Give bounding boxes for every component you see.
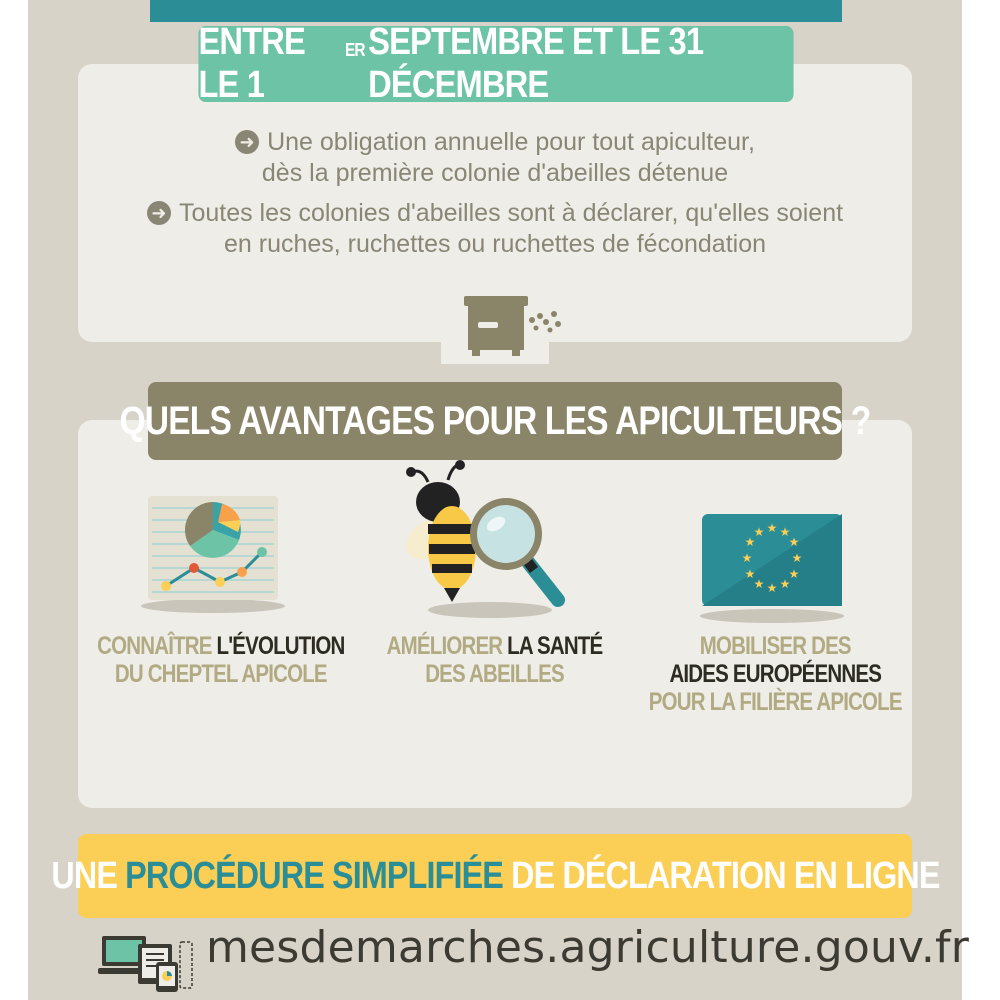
date-suffix: SEPTEMBRE ET LE 31 DÉCEMBRE xyxy=(368,21,704,106)
chart-icon xyxy=(138,494,288,614)
cap-2-part2: LA SANTÉ xyxy=(507,632,603,660)
bullet-2 xyxy=(90,198,900,260)
procedure-part3: DE DÉCLARATION EN LIGNE xyxy=(502,854,940,897)
date-prefix: ENTRE LE 1 xyxy=(198,21,305,106)
advantage-caption-3 xyxy=(620,632,930,716)
procedure-part2: PROCÉDURE SIMPLIFIÉE xyxy=(124,854,503,897)
advantage-caption-2 xyxy=(350,632,640,688)
svg-text:★: ★ xyxy=(753,525,765,539)
beehive-icon xyxy=(460,294,570,358)
arrow-right-icon: ➜ xyxy=(147,201,171,225)
cap-2-part1: AMÉLIORER xyxy=(387,632,508,660)
svg-text:★: ★ xyxy=(766,581,778,595)
advantage-caption-1 xyxy=(70,632,360,688)
advantages-title-text: QUELS AVANTAGES POUR LES APICULTEURS ? xyxy=(119,398,871,443)
arrow-right-icon: ➜ xyxy=(235,130,259,154)
top-bar xyxy=(150,0,842,22)
svg-text:★: ★ xyxy=(791,551,803,565)
date-banner xyxy=(198,21,793,106)
cap-1-part3: DU CHEPTEL APICOLE xyxy=(114,660,327,688)
cap-1-part1: CONNAÎTRE xyxy=(97,632,217,660)
svg-text:★: ★ xyxy=(779,525,791,539)
cap-2-part3: DES ABEILLES xyxy=(425,660,565,688)
bee-magnifier-icon xyxy=(398,462,578,622)
bullet-1 xyxy=(120,127,870,189)
svg-text:★: ★ xyxy=(741,551,753,565)
bullet-1-line-1: Une obligation annuelle pour tout apiculteur, xyxy=(267,128,755,156)
advantages-title xyxy=(119,382,871,460)
eu-flag-icon xyxy=(694,512,850,624)
bullet-1-line-2: dès la première colonie d'abeilles détenue xyxy=(261,159,729,187)
website-url[interactable]: mesdemarches.agriculture.gouv.fr xyxy=(206,922,970,973)
cap-3-part3: POUR LA FILIÈRE APICOLE xyxy=(648,688,902,716)
svg-text:★: ★ xyxy=(788,535,800,549)
devices-icon xyxy=(98,932,194,994)
svg-text:★: ★ xyxy=(744,535,756,549)
bullet-2-line-1: Toutes les colonies d'abeilles sont à déclarer, qu'elles soient xyxy=(178,199,844,227)
svg-text:★: ★ xyxy=(753,577,765,591)
procedure-banner xyxy=(50,834,940,918)
procedure-part1: UNE xyxy=(50,854,125,897)
cap-3-part1: MOBILISER DES xyxy=(699,632,851,660)
svg-text:★: ★ xyxy=(788,567,800,581)
cap-1-part2: L'ÉVOLUTION xyxy=(216,632,345,660)
svg-text:★: ★ xyxy=(744,567,756,581)
cap-3-part2: AIDES EUROPÉENNES xyxy=(669,660,881,688)
bullet-2-line-2: en ruches, ruchettes ou ruchettes de fécondation xyxy=(223,230,767,258)
svg-text:★: ★ xyxy=(766,521,778,535)
svg-text:★: ★ xyxy=(779,577,791,591)
date-superscript: ER xyxy=(344,39,365,60)
